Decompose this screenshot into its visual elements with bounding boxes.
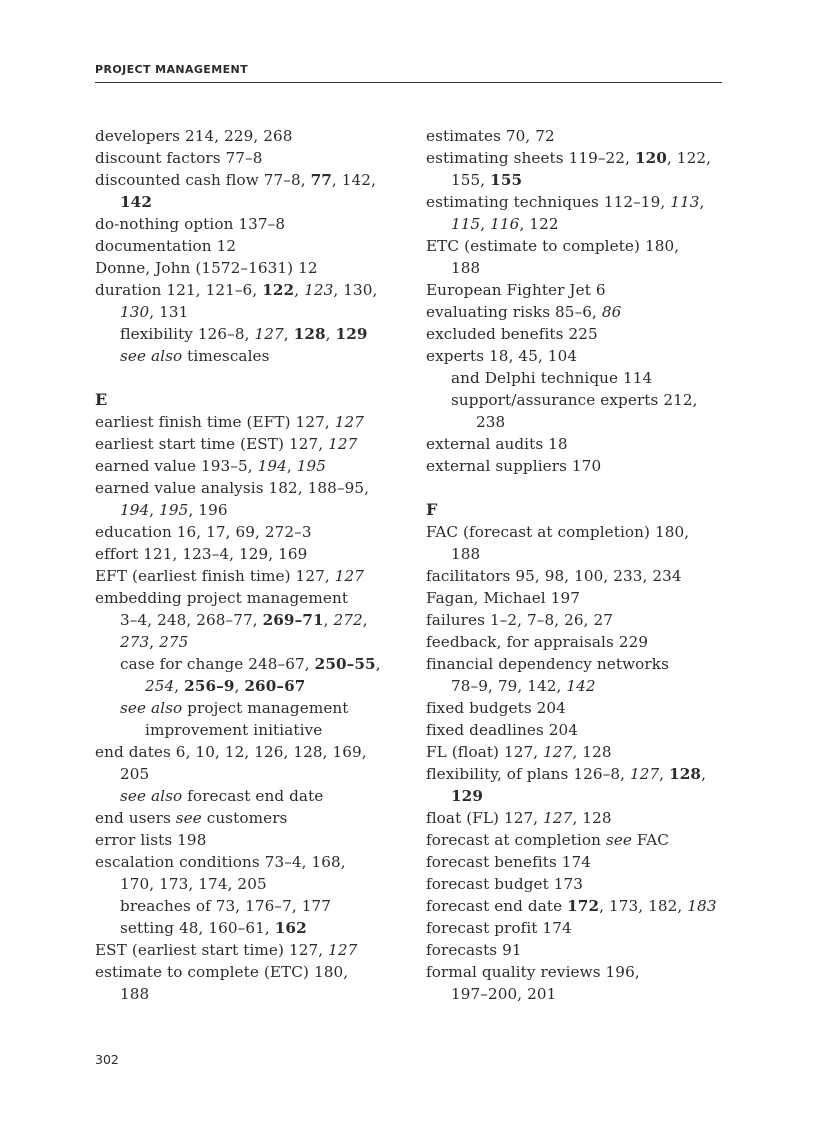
entry-text: do-nothing option 137–8: [95, 215, 286, 233]
entry-text: duration 121, 121–6,: [95, 281, 263, 299]
entry-text: 142: [120, 193, 153, 211]
entry-text: 123: [304, 281, 334, 299]
entry-text: 122: [262, 281, 295, 299]
index-entry: [426, 631, 726, 653]
entry-text: 130: [120, 303, 150, 321]
index-subline: [426, 389, 726, 411]
index-subline: [95, 917, 405, 939]
entry-text: 183: [687, 897, 717, 915]
entry-text: facilitators 95, 98, 100, 233, 234: [426, 567, 682, 585]
entry-text: 172: [567, 897, 600, 915]
page-number: 302: [95, 1052, 119, 1067]
entry-text: 194: [120, 501, 150, 519]
entry-text: breaches of 73, 176–7, 177: [120, 897, 331, 915]
index-entry: [426, 719, 726, 741]
entry-text: earned value 193–5,: [95, 457, 258, 475]
entry-text: excluded benefits 225: [426, 325, 598, 343]
index-subline: [95, 345, 405, 367]
entry-text: , 122: [519, 215, 559, 233]
section-letter: [95, 389, 405, 411]
index-entry: [426, 851, 726, 873]
entry-text: escalation conditions 73–4, 168,: [95, 853, 346, 871]
entry-text: see also: [120, 699, 183, 717]
entry-text: , 128: [572, 743, 612, 761]
entry-text: 155,: [451, 171, 491, 189]
entry-text: case for change 248–67,: [120, 655, 315, 673]
entry-text: error lists 198: [95, 831, 207, 849]
index-entry: [95, 543, 405, 565]
entry-text: see also: [120, 787, 183, 805]
index-subline: [95, 653, 405, 675]
running-head: PROJECT MANAGEMENT: [95, 63, 248, 76]
index-entry: [426, 587, 726, 609]
entry-text: improvement initiative: [145, 721, 323, 739]
entry-text: see: [175, 809, 202, 827]
index-entry: [95, 587, 405, 609]
entry-text: 256–9: [184, 677, 235, 695]
entry-text: embedding project management: [95, 589, 349, 607]
entry-text: FL (float) 127,: [426, 743, 544, 761]
entry-text: ,: [375, 655, 381, 673]
index-subline: [95, 631, 405, 653]
entry-text: float (FL) 127,: [426, 809, 544, 827]
entry-text: 77: [310, 171, 332, 189]
entry-text: forecast budget 173: [426, 875, 584, 893]
entry-text: 197–200, 201: [451, 985, 557, 1003]
entry-text: 260–67: [244, 677, 306, 695]
entry-text: 129: [451, 787, 484, 805]
entry-text: earned value analysis 182, 188–95,: [95, 479, 370, 497]
index-entry: [95, 565, 405, 587]
entry-text: feedback, for appraisals 229: [426, 633, 649, 651]
entry-text: 188: [120, 985, 150, 1003]
entry-text: 272: [333, 611, 363, 629]
index-subline: [426, 675, 726, 697]
index-column-left: [95, 125, 405, 1005]
entry-text: 269–71: [262, 611, 324, 629]
index-entry: [95, 851, 405, 873]
entry-text: European Fighter Jet 6: [426, 281, 606, 299]
entry-text: estimate to complete (ETC) 180,: [95, 963, 349, 981]
index-subline: [95, 323, 405, 345]
entry-text: forecast end date: [182, 787, 324, 805]
entry-text: FAC (forecast at completion) 180,: [426, 523, 690, 541]
index-entry: [95, 807, 405, 829]
entry-text: ,: [286, 457, 297, 475]
index-subline: [426, 983, 726, 1005]
entry-text: , 122,: [666, 149, 712, 167]
header-rule: [95, 82, 722, 83]
entry-text: 127: [254, 325, 284, 343]
index-entry: [426, 235, 726, 257]
index-entry: [426, 873, 726, 895]
entry-text: 188: [451, 259, 481, 277]
entry-text: ,: [659, 765, 670, 783]
index-subline: [95, 719, 405, 741]
entry-text: 195: [296, 457, 327, 475]
entry-text: support/assurance experts 212,: [451, 391, 698, 409]
index-entry: [426, 455, 726, 477]
entry-text: 78–9, 79, 142,: [451, 677, 567, 695]
index-subline: [426, 543, 726, 565]
entry-text: 155: [490, 171, 523, 189]
index-entry: [426, 961, 726, 983]
entry-text: ,: [149, 501, 160, 519]
entry-text: see also: [120, 347, 183, 365]
index-subline: [95, 763, 405, 785]
index-entry: [95, 477, 405, 499]
index-subline: [95, 873, 405, 895]
entry-text: 127: [543, 809, 573, 827]
entry-text: forecast profit 174: [426, 919, 572, 937]
entry-text: 127: [328, 435, 358, 453]
entry-text: ,: [480, 215, 491, 233]
index-entry: [95, 125, 405, 147]
entry-text: , 173, 182,: [599, 897, 688, 915]
index-entry: [426, 147, 726, 169]
index-subline: [95, 983, 405, 1005]
entry-text: EST (earliest start time) 127,: [95, 941, 329, 959]
entry-text: , 130,: [333, 281, 378, 299]
section-gap: [95, 367, 405, 389]
entry-text: ,: [149, 633, 160, 651]
entry-text: failures 1–2, 7–8, 26, 27: [426, 611, 613, 629]
index-entry: [95, 829, 405, 851]
section-gap: [426, 477, 726, 499]
entry-text: 127: [629, 765, 660, 783]
index-entry: [426, 741, 726, 763]
index-entry: [426, 653, 726, 675]
entry-text: 127: [543, 743, 573, 761]
entry-text: 127: [334, 413, 365, 431]
entry-text: E: [95, 390, 108, 409]
index-entry: [95, 521, 405, 543]
entry-text: documentation 12: [95, 237, 237, 255]
entry-text: ,: [699, 193, 705, 211]
entry-text: flexibility, of plans 126–8,: [426, 765, 630, 783]
entry-text: 254: [145, 677, 175, 695]
entry-text: 3–4, 248, 268–77,: [120, 611, 263, 629]
index-entry: [95, 279, 405, 301]
entry-text: F: [426, 500, 438, 519]
entry-text: 129: [335, 325, 368, 343]
entry-text: education 16, 17, 69, 272–3: [95, 523, 312, 541]
entry-text: ,: [362, 611, 368, 629]
entry-text: 86: [601, 303, 622, 321]
index-entry: [426, 125, 726, 147]
index-entry: [426, 521, 726, 543]
index-subline: [95, 895, 405, 917]
index-entry: [95, 213, 405, 235]
entry-text: forecast end date: [426, 897, 568, 915]
entry-text: experts 18, 45, 104: [426, 347, 578, 365]
entry-text: forecasts 91: [426, 941, 522, 959]
entry-text: 113: [670, 193, 700, 211]
index-entry: [426, 939, 726, 961]
entry-text: ,: [174, 677, 185, 695]
entry-text: earliest finish time (EFT) 127,: [95, 413, 335, 431]
index-entry: [426, 323, 726, 345]
index-entry: [95, 169, 405, 191]
index-entry: [426, 829, 726, 851]
index-subline: [95, 785, 405, 807]
index-entry: [426, 609, 726, 631]
entry-text: 162: [274, 919, 307, 937]
entry-text: earliest start time (EST) 127,: [95, 435, 329, 453]
index-subline: [426, 411, 726, 433]
index-entry: [426, 279, 726, 301]
entry-text: 120: [634, 149, 667, 167]
entry-text: 128: [293, 325, 326, 343]
index-entry: [95, 257, 405, 279]
entry-text: 116: [490, 215, 520, 233]
entry-text: flexibility 126–8,: [120, 325, 255, 343]
entry-text: timescales: [182, 347, 270, 365]
index-entry: [426, 433, 726, 455]
entry-text: discounted cash flow 77–8,: [95, 171, 311, 189]
index-subline: [95, 301, 405, 323]
entry-text: financial dependency networks: [426, 655, 669, 673]
entry-text: project management: [182, 699, 349, 717]
index-subline: [95, 499, 405, 521]
entry-text: 128: [669, 765, 702, 783]
entry-text: external suppliers 170: [426, 457, 602, 475]
entry-text: ,: [701, 765, 707, 783]
entry-text: , 196: [188, 501, 228, 519]
index-subline: [426, 785, 726, 807]
index-entry: [95, 961, 405, 983]
index-entry: [95, 411, 405, 433]
entry-text: effort 121, 123–4, 129, 169: [95, 545, 308, 563]
entry-text: ETC (estimate to complete) 180,: [426, 237, 680, 255]
entry-text: setting 48, 160–61,: [120, 919, 275, 937]
index-column-right: [426, 125, 726, 1005]
entry-text: 250–55: [314, 655, 376, 673]
entry-text: 273: [120, 633, 150, 651]
index-entry: [426, 763, 726, 785]
index-entry: [95, 741, 405, 763]
entry-text: 275: [159, 633, 189, 651]
index-entry: [426, 565, 726, 587]
entry-text: ,: [325, 325, 336, 343]
index-entry: [426, 895, 726, 917]
index-entry: [426, 917, 726, 939]
entry-text: evaluating risks 85–6,: [426, 303, 602, 321]
entry-text: 195: [159, 501, 189, 519]
entry-text: , 142,: [331, 171, 376, 189]
entry-text: 115: [451, 215, 481, 233]
index-entry: [95, 235, 405, 257]
section-letter: [426, 499, 726, 521]
entry-text: ,: [294, 281, 305, 299]
index-subline: [426, 367, 726, 389]
entry-text: estimating techniques 112–19,: [426, 193, 671, 211]
index-entry: [426, 191, 726, 213]
entry-text: see: [605, 831, 632, 849]
entry-text: , 128: [572, 809, 612, 827]
entry-text: 127: [328, 941, 358, 959]
index-entry: [95, 939, 405, 961]
entry-text: discount factors 77–8: [95, 149, 263, 167]
index-entry: [95, 455, 405, 477]
entry-text: , 131: [149, 303, 189, 321]
index-subline: [426, 257, 726, 279]
entry-text: Donne, John (1572–1631) 12: [95, 259, 318, 277]
entry-text: fixed budgets 204: [426, 699, 566, 717]
index-subline: [426, 213, 726, 235]
entry-text: forecast benefits 174: [426, 853, 592, 871]
index-subline: [95, 191, 405, 213]
index-entry: [426, 345, 726, 367]
index-subline: [95, 675, 405, 697]
index-entry: [95, 433, 405, 455]
index-entry: [95, 147, 405, 169]
entry-text: ,: [234, 677, 245, 695]
entry-text: EFT (earliest finish time) 127,: [95, 567, 335, 585]
entry-text: 205: [120, 765, 150, 783]
index-entry: [426, 807, 726, 829]
index-entry: [426, 697, 726, 719]
entry-text: estimates 70, 72: [426, 127, 555, 145]
entry-text: fixed deadlines 204: [426, 721, 579, 739]
entry-text: 194: [257, 457, 287, 475]
entry-text: Fagan, Michael 197: [426, 589, 580, 607]
index-subline: [95, 697, 405, 719]
entry-text: end users: [95, 809, 176, 827]
entry-text: 127: [334, 567, 365, 585]
entry-text: end dates 6, 10, 12, 126, 128, 169,: [95, 743, 367, 761]
entry-text: FAC: [632, 831, 670, 849]
entry-text: formal quality reviews 196,: [426, 963, 640, 981]
entry-text: 170, 173, 174, 205: [120, 875, 267, 893]
index-subline: [426, 169, 726, 191]
entry-text: estimating sheets 119–22,: [426, 149, 635, 167]
entry-text: developers 214, 229, 268: [95, 127, 293, 145]
entry-text: 142: [566, 677, 596, 695]
entry-text: ,: [283, 325, 294, 343]
entry-text: 238: [476, 413, 506, 431]
entry-text: 188: [451, 545, 481, 563]
entry-text: ,: [323, 611, 334, 629]
entry-text: and Delphi technique 114: [451, 369, 653, 387]
entry-text: customers: [201, 809, 288, 827]
index-subline: [95, 609, 405, 631]
entry-text: forecast at completion: [426, 831, 606, 849]
entry-text: external audits 18: [426, 435, 568, 453]
index-entry: [426, 301, 726, 323]
